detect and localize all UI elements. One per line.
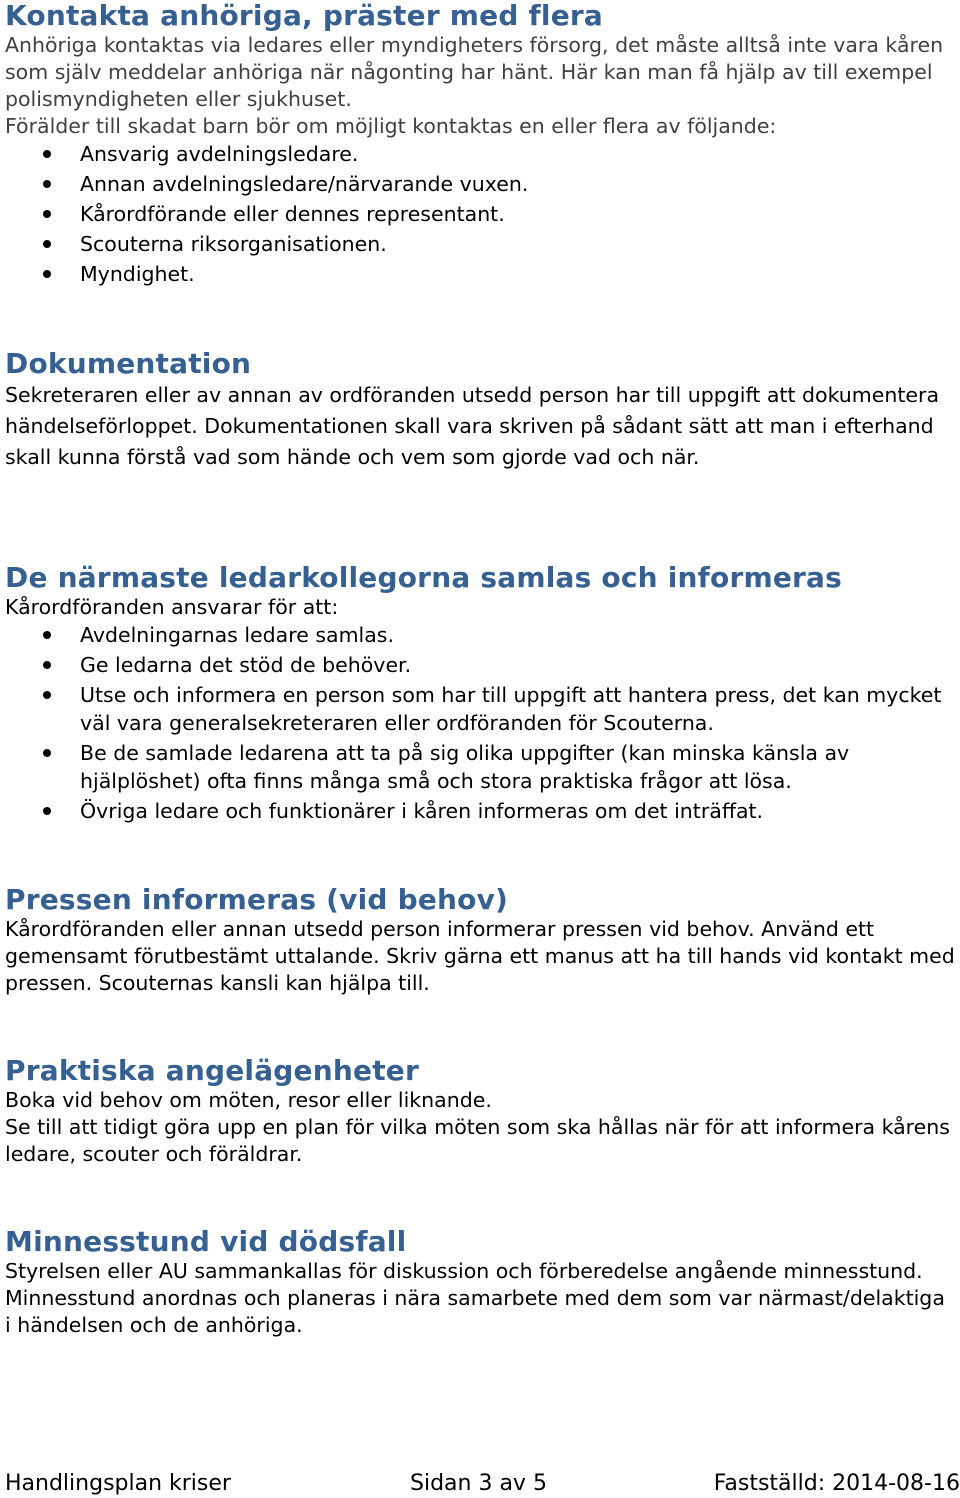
list-item-text: Scouterna riksorganisationen. — [80, 232, 387, 256]
section-kontakta-anhoriga — [5, 0, 955, 290]
paragraph: Anhöriga kontaktas via ledares eller myndigheters försorg, det måste alltså inte vara kåren som själv meddelar anhöriga när någonting har hänt. Här kan man få hjälp av till exempel polismyndigheten eller sjukhuset. — [5, 33, 944, 111]
section-heading: Praktiska angelägenheter — [5, 1054, 419, 1087]
list-item — [5, 681, 955, 737]
section-ledarkollegor — [5, 562, 955, 827]
bullet-icon — [43, 631, 51, 639]
footer-date: Fastställd: 2014-08-16 — [713, 1471, 960, 1496]
list-item-text: Ansvarig avdelningsledare. — [80, 142, 359, 166]
paragraph: Styrelsen eller AU sammankallas för diskussion och förberedelse angående minnesstund. — [5, 1259, 923, 1283]
list-item — [5, 140, 955, 168]
footer-document-title: Handlingsplan kriser — [5, 1471, 231, 1496]
section-heading: Dokumentation — [5, 347, 252, 380]
list-item-text: Be de samlade ledarena att ta på sig olika uppgifter (kan minska känsla av hjälplöshet) ofta finns många små och stora praktiska frågor att lösa. — [80, 741, 850, 793]
list-item — [5, 200, 955, 228]
bullet-icon — [43, 691, 51, 699]
section-heading: Pressen informeras (vid behov) — [5, 883, 509, 916]
paragraph: Kårordföranden eller annan utsedd person informerar pressen vid behov. Använd ett gemensamt förutbestämt uttalande. Skriv gärna ett manus att ha till hands vid kontakt med pressen. Scouternas kansli kan hjälpa till. — [5, 917, 955, 995]
paragraph: Boka vid behov om möten, resor eller liknande. — [5, 1088, 492, 1112]
list-item-text: Utse och informera en person som har till uppgift att hantera press, det kan mycket väl vara generalsekreteraren eller ordföranden för Scouterna. — [80, 683, 942, 735]
list-item-text: Ge ledarna det stöd de behöver. — [80, 653, 412, 677]
bullet-icon — [43, 807, 51, 815]
list-item-text: Avdelningarnas ledare samlas. — [80, 623, 395, 647]
section-heading: Kontakta anhöriga, präster med flera — [5, 0, 604, 32]
paragraph: Kårordföranden ansvarar för att: — [5, 595, 339, 619]
paragraph: Sekreteraren eller av annan av ordföranden utsedd person har till uppgift att dokumentera händelseförloppet. Dokumentationen skall vara skriven på sådant sätt att man i efterhand skall kunna förstå vad som hände och vem som gjorde vad och när. — [5, 383, 940, 469]
section-praktiska — [5, 1055, 955, 1168]
section-heading: Minnesstund vid dödsfall — [5, 1225, 407, 1258]
list-item — [5, 739, 955, 795]
bullet-list — [5, 621, 955, 825]
bullet-icon — [43, 240, 51, 248]
list-item-text: Annan avdelningsledare/närvarande vuxen. — [80, 172, 529, 196]
paragraph: Förälder till skadat barn bör om möjligt kontaktas en eller flera av följande: — [5, 114, 777, 138]
section-dokumentation — [5, 348, 955, 473]
list-item — [5, 797, 955, 825]
bullet-icon — [43, 210, 51, 218]
list-item — [5, 230, 955, 258]
section-heading: De närmaste ledarkollegorna samlas och informeras — [5, 561, 843, 594]
bullet-list — [5, 140, 955, 288]
footer-page-number: Sidan 3 av 5 — [410, 1471, 547, 1496]
bullet-icon — [43, 661, 51, 669]
paragraph: Se till att tidigt göra upp en plan för vilka möten som ska hållas när för att informera kårens ledare, scouter och föräldrar. — [5, 1115, 950, 1166]
list-item — [5, 260, 955, 288]
list-item-text: Kårordförande eller dennes representant. — [80, 202, 505, 226]
list-item — [5, 170, 955, 198]
bullet-icon — [43, 180, 51, 188]
list-item-text: Myndighet. — [80, 262, 195, 286]
paragraph: Minnesstund anordnas och planeras i nära samarbete med dem som var närmast/delaktiga i händelsen och de anhöriga. — [5, 1286, 945, 1337]
section-minnesstund — [5, 1226, 955, 1339]
list-item — [5, 621, 955, 649]
bullet-icon — [43, 150, 51, 158]
list-item — [5, 651, 955, 679]
bullet-icon — [43, 749, 51, 757]
bullet-icon — [43, 270, 51, 278]
section-pressen — [5, 884, 955, 997]
list-item-text: Övriga ledare och funktionärer i kåren informeras om det inträffat. — [80, 799, 764, 823]
page-footer — [5, 1470, 960, 1498]
